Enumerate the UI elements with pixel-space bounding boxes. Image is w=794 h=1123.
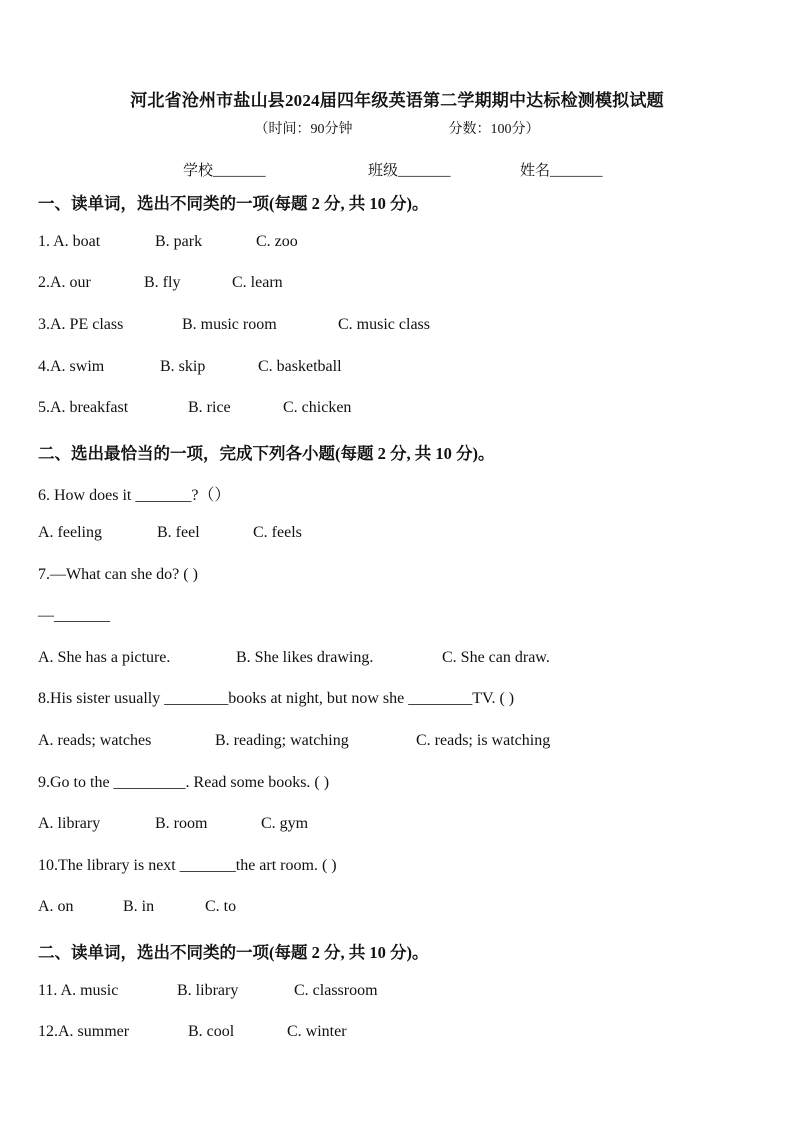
question-7-options xyxy=(38,649,550,667)
exam-subtitle xyxy=(0,118,794,138)
q5-option-b: B. rice xyxy=(188,399,231,416)
section-3-heading: 二、读单词，选出不同类的一项(每题 2 分, 共 10 分)。 xyxy=(38,943,429,962)
q8-option-c: C. reads; is watching xyxy=(416,732,551,749)
section-1-heading: 一、读单词，选出不同类的一项(每题 2 分, 共 10 分)。 xyxy=(38,194,429,213)
q10-option-c: C. to xyxy=(205,898,237,915)
q4-option-c: C. basketball xyxy=(258,358,342,375)
question-6-options xyxy=(38,524,302,542)
q7-option-a: A. She has a picture. xyxy=(38,649,171,666)
q6-option-c: C. feels xyxy=(253,524,302,541)
q8-option-b: B. reading; watching xyxy=(215,732,349,749)
section-2-heading: 二、选出最恰当的一项，完成下列各小题(每题 2 分, 共 10 分)。 xyxy=(38,444,495,463)
question-1 xyxy=(38,233,298,251)
q2-option-b: B. fly xyxy=(144,274,181,291)
q1-option-c: C. zoo xyxy=(256,233,298,250)
q12-stem: 12.A. summer xyxy=(38,1023,130,1040)
q10-option-b: B. in xyxy=(123,898,155,915)
q7-option-b: B. She likes drawing. xyxy=(236,649,374,666)
q5-stem: 5.A. breakfast xyxy=(38,399,129,416)
q7-option-c: C. She can draw. xyxy=(442,649,550,666)
question-7-stem: 7.—What can she do? ( ) xyxy=(38,566,198,583)
school-field: 学校_______ xyxy=(183,163,266,179)
question-9-options xyxy=(38,815,308,833)
question-2 xyxy=(38,274,283,292)
question-8-stem: 8.His sister usually ________books at night, but now she ________TV. ( ) xyxy=(38,690,515,707)
total-score: 分数：100分） xyxy=(448,122,540,137)
q9-option-a: A. library xyxy=(38,815,101,832)
q3-option-c: C. music class xyxy=(338,316,430,333)
name-field: 姓名_______ xyxy=(520,163,603,179)
question-10-stem: 10.The library is next _______the art room. ( ) xyxy=(38,857,337,874)
question-7-answer-line: —_______ xyxy=(38,607,110,624)
q11-option-c: C. classroom xyxy=(294,982,378,999)
question-11 xyxy=(38,982,378,1000)
q3-stem: 3.A. PE class xyxy=(38,316,124,333)
question-10-options xyxy=(38,898,236,916)
q2-stem: 2.A. our xyxy=(38,274,91,291)
q4-stem: 4.A. swim xyxy=(38,358,105,375)
q9-option-b: B. room xyxy=(155,815,208,832)
q8-option-a: A. reads; watches xyxy=(38,732,152,749)
q5-option-c: C. chicken xyxy=(283,399,352,416)
question-6-stem: 6. How does it _______?（） xyxy=(38,487,231,504)
time-limit: （时间：90分钟 xyxy=(254,122,353,137)
class-field: 班级_______ xyxy=(368,163,451,179)
question-8-options xyxy=(38,732,550,750)
question-3 xyxy=(38,316,430,334)
question-4 xyxy=(38,358,342,376)
question-12 xyxy=(38,1023,347,1041)
q10-option-a: A. on xyxy=(38,898,74,915)
q3-option-b: B. music room xyxy=(182,316,277,333)
q2-option-c: C. learn xyxy=(232,274,283,291)
q11-stem: 11. A. music xyxy=(38,982,119,999)
q4-option-b: B. skip xyxy=(160,358,206,375)
q9-option-c: C. gym xyxy=(261,815,309,832)
exam-title: 河北省沧州市盐山县2024届四年级英语第二学期期中达标检测模拟试题 xyxy=(130,91,664,110)
q12-option-b: B. cool xyxy=(188,1023,235,1040)
question-5 xyxy=(38,399,351,417)
q6-option-a: A. feeling xyxy=(38,524,102,541)
q6-option-b: B. feel xyxy=(157,524,200,541)
q1-option-b: B. park xyxy=(155,233,203,250)
q1-stem: 1. A. boat xyxy=(38,233,101,250)
q11-option-b: B. library xyxy=(177,982,239,999)
question-9-stem: 9.Go to the _________. Read some books. ( ) xyxy=(38,774,330,791)
q12-option-c: C. winter xyxy=(287,1023,347,1040)
